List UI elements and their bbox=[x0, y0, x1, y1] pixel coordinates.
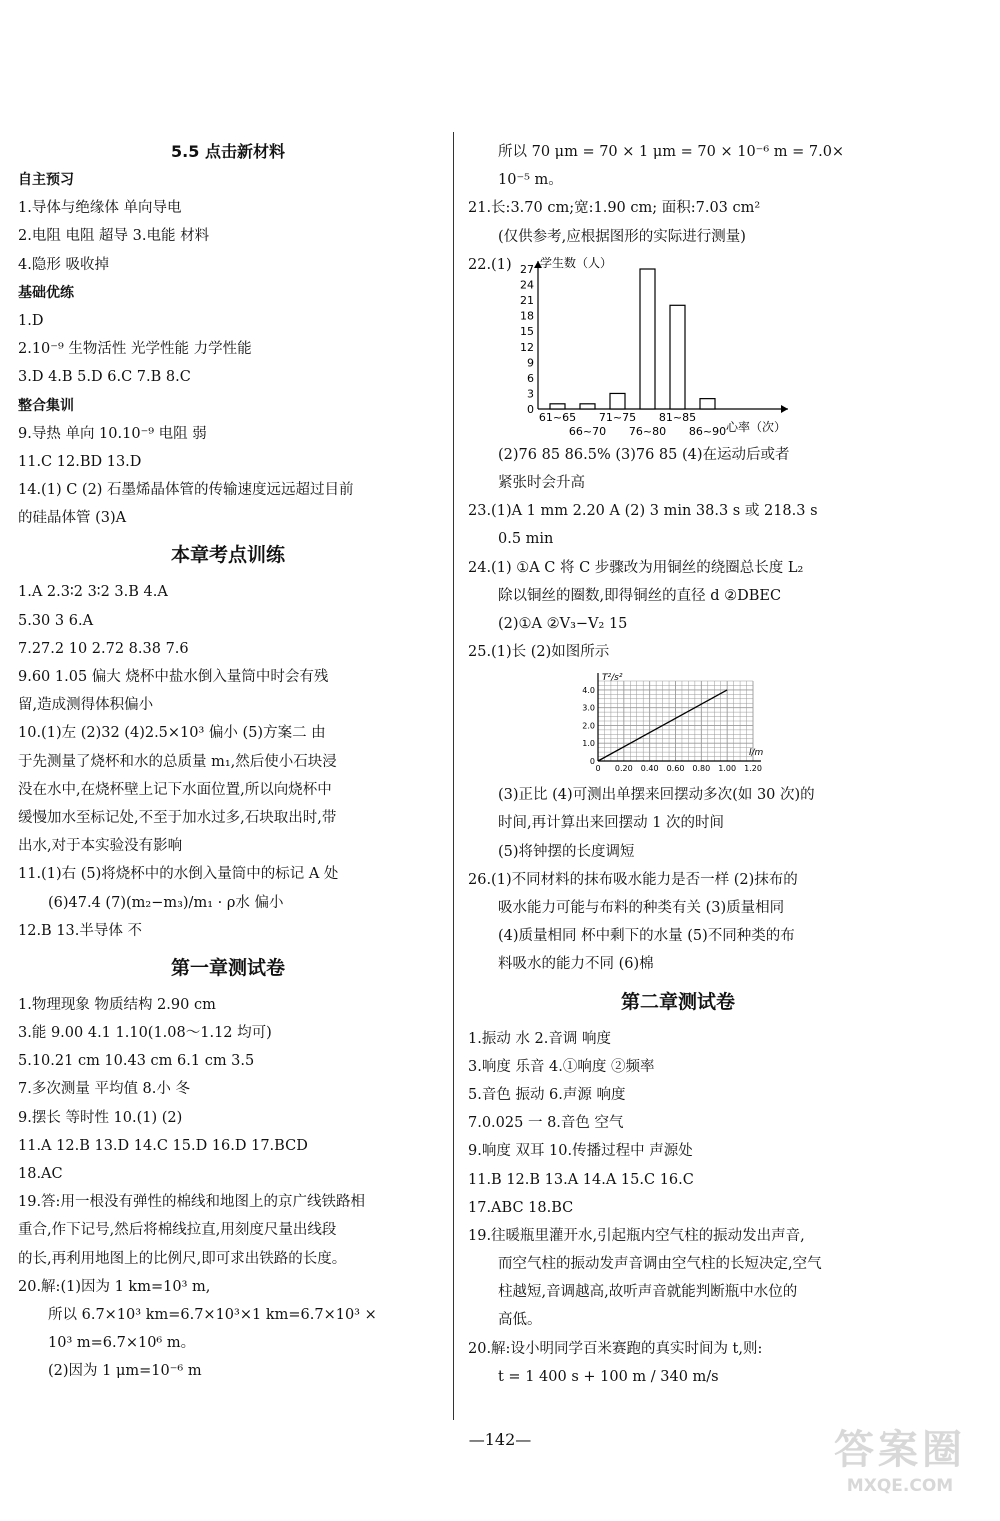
answer-line: 14.(1) C (2) 石墨烯晶体管的传输速度远远超过目前 bbox=[18, 482, 354, 499]
y-tick-label: 24 bbox=[520, 278, 534, 292]
answer-line: (2)因为 1 μm=10⁻⁶ m bbox=[48, 1363, 202, 1380]
x-tick-label: 76~80 bbox=[628, 424, 667, 438]
answer-line: 5.30 3 6.A bbox=[18, 612, 94, 629]
answer-line: 2.电阻 电阻 超导 3.电能 材料 bbox=[18, 228, 210, 245]
answer-line: (6)47.4 (7)(m₂−m₃)/m₁ · ρ水 偏小 bbox=[48, 894, 284, 911]
answer-line: 18.AC bbox=[18, 1166, 63, 1182]
subsection-heading: 整合集训 bbox=[18, 397, 74, 414]
y-tick-label: 15 bbox=[520, 324, 534, 338]
answer-line: 1.D bbox=[18, 312, 44, 329]
answer-line: 所以 70 μm = 70 × 1 μm = 70 × 10⁻⁶ m = 7.0× bbox=[498, 144, 845, 160]
bar bbox=[610, 393, 625, 409]
bar bbox=[550, 404, 565, 409]
answer-line: 7.0.025 一 8.音色 空气 bbox=[468, 1115, 624, 1132]
left-column bbox=[18, 138, 438, 1386]
x-axis-arrow bbox=[781, 405, 788, 413]
x-tick-label: 86~90 bbox=[688, 424, 727, 438]
answer-line: 20.解:(1)因为 1 km=10³ m, bbox=[18, 1278, 211, 1295]
answer-line: 3.D 4.B 5.D 6.C 7.B 8.C bbox=[18, 369, 191, 386]
x-tick-label: 0.60 bbox=[666, 764, 685, 774]
answer-line: 时间,再计算出来回摆动 1 次的时间 bbox=[498, 815, 725, 832]
x-tick-label: 1.00 bbox=[718, 764, 737, 774]
answer-line: 5.10.21 cm 10.43 cm 6.1 cm 3.5 bbox=[18, 1053, 255, 1070]
answer-line: 缓慢加水至标记处,不至于加水过多,石块取出时,带 bbox=[18, 809, 337, 826]
answer-line: 11.(1)右 (5)将烧杯中的水倒入量筒中的标记 A 处 bbox=[18, 866, 339, 883]
y-tick-label: 0 bbox=[527, 402, 534, 416]
x-tick-label: 71~75 bbox=[598, 410, 637, 424]
watermark-logo bbox=[815, 1425, 985, 1497]
section-heading: 第二章测试卷 bbox=[620, 990, 735, 1013]
x-tick-label: 66~70 bbox=[568, 424, 607, 438]
watermark-title: 答案圈 bbox=[834, 1427, 966, 1473]
bar bbox=[700, 398, 715, 408]
answer-line: (仅供参考,应根据图形的实际进行测量) bbox=[498, 228, 746, 245]
answer-line: 的长,再利用地图上的比例尺,即可求出铁路的长度。 bbox=[18, 1250, 347, 1267]
answer-line: 柱越短,音调越高,故听声音就能判断瓶中水位的 bbox=[498, 1284, 798, 1301]
bar bbox=[580, 404, 595, 409]
answer-line: 11.C 12.BD 13.D bbox=[18, 453, 142, 470]
right-column bbox=[468, 138, 888, 1391]
answer-line: 出水,对于本实验没有影响 bbox=[18, 838, 183, 855]
answer-line: 1.导体与绝缘体 单向导电 bbox=[18, 200, 182, 217]
answer-line: 高低。 bbox=[498, 1312, 542, 1329]
answer-line: 19.往暖瓶里灌开水,引起瓶内空气柱的振动发出声音, bbox=[468, 1227, 805, 1244]
answer-line: 2.10⁻⁹ 生物活性 光学性能 力学性能 bbox=[18, 341, 252, 358]
answer-line: 11.A 12.B 13.D 14.C 15.D 16.D 17.BCD bbox=[18, 1137, 308, 1154]
bar bbox=[670, 305, 685, 409]
x-tick-label: 1.20 bbox=[744, 764, 762, 774]
q25-chart-block bbox=[468, 666, 888, 781]
answer-line: 0.5 min bbox=[498, 531, 554, 548]
answer-line: 9.摆长 等时性 10.(1) (2) bbox=[18, 1109, 183, 1126]
answer-line: 而空气柱的振动发声音调由空气柱的长短决定,空气 bbox=[498, 1256, 822, 1273]
y-axis-label: T²/s² bbox=[602, 673, 623, 684]
y-tick-label: 9 bbox=[527, 356, 534, 370]
answer-line: (3)正比 (4)可测出单摆来回摆动多次(如 30 次)的 bbox=[498, 787, 815, 804]
answer-line: 10³ m=6.7×10⁶ m。 bbox=[48, 1335, 196, 1352]
answer-line: (2)①A ②V₃−V₂ 15 bbox=[498, 615, 628, 632]
x-tick-label: 0 bbox=[595, 764, 601, 774]
section-heading: 本章考点训练 bbox=[170, 544, 285, 567]
answer-line: 于先测量了烧杯和水的总质量 m₁,然后使小石块浸 bbox=[18, 753, 337, 770]
x-tick-label: 81~85 bbox=[658, 410, 697, 424]
answer-line: 21.长:3.70 cm;宽:1.90 cm; 面积:7.03 cm² bbox=[468, 200, 761, 217]
answer-line: 11.B 12.B 13.A 14.A 15.C 16.C bbox=[468, 1171, 694, 1188]
y-tick-label: 1.0 bbox=[582, 739, 595, 749]
answer-line: 4.隐形 吸收掉 bbox=[18, 256, 109, 273]
q22-chart-block bbox=[468, 251, 888, 441]
answer-line: 吸水能力可能与布料的种类有关 (3)质量相同 bbox=[498, 900, 785, 916]
answer-line: 3.响度 乐音 4.①响度 ②频率 bbox=[468, 1058, 655, 1075]
answer-line: 26.(1)不同材料的抹布吸水能力是否一样 (2)抹布的 bbox=[468, 871, 798, 888]
y-tick-label: 27 bbox=[520, 262, 534, 276]
answer-line: (5)将钟摆的长度调短 bbox=[498, 843, 635, 860]
answer-line: (2)76 85 86.5% (3)76 85 (4)在运动后或者 bbox=[498, 446, 790, 463]
y-tick-label: 3 bbox=[527, 387, 534, 401]
x-tick-label: 61~65 bbox=[538, 410, 577, 424]
page-number: —142— bbox=[468, 1430, 532, 1449]
x-tick-label: 0.20 bbox=[614, 764, 633, 774]
answer-line: 的硅晶体管 (3)A bbox=[18, 510, 127, 527]
section-heading: 5.5 点击新材料 bbox=[171, 142, 285, 161]
y-tick-label: 2.0 bbox=[582, 721, 595, 731]
x-axis-label: l/m bbox=[749, 748, 764, 759]
x-tick-label: 0.80 bbox=[692, 764, 711, 774]
subsection-heading: 自主预习 bbox=[18, 172, 74, 188]
answer-line: 除以铜丝的圈数,即得铜丝的直径 d ②DBEC bbox=[498, 587, 782, 604]
y-tick-label: 12 bbox=[520, 340, 534, 354]
answer-line: 1.A 2.3∶2 3∶2 3.B 4.A bbox=[18, 584, 168, 601]
right-bottom-block bbox=[468, 781, 888, 1391]
subsection-heading: 基础优练 bbox=[18, 284, 74, 301]
answer-line: 19.答:用一根没有弹性的棉线和地图上的京广线铁路相 bbox=[18, 1194, 365, 1211]
right-top-block bbox=[468, 138, 888, 251]
right-middle-block bbox=[468, 441, 888, 667]
answer-line: (4)质量相同 杯中剩下的水量 (5)不同种类的布 bbox=[498, 928, 795, 945]
answer-line: 25.(1)长 (2)如图所示 bbox=[468, 644, 610, 661]
answer-line: 5.音色 振动 6.声源 响度 bbox=[468, 1086, 626, 1103]
answer-line: 7.多次测量 平均值 8.小 冬 bbox=[18, 1081, 190, 1098]
answer-line: 10.(1)左 (2)32 (4)2.5×10³ 偏小 (5)方案二 由 bbox=[18, 725, 326, 742]
answer-line: 9.导热 单向 10.10⁻⁹ 电阻 弱 bbox=[18, 425, 207, 442]
bar bbox=[640, 269, 655, 409]
answer-line: 9.响度 双耳 10.传播过程中 声源处 bbox=[468, 1143, 693, 1160]
answer-line: 1.振动 水 2.音调 响度 bbox=[468, 1030, 611, 1047]
y-tick-label: 3.0 bbox=[582, 703, 595, 713]
answer-line: 10⁻⁵ m。 bbox=[498, 172, 563, 189]
answer-line: 17.ABC 18.BC bbox=[468, 1199, 574, 1216]
answer-line: 重合,作下记号,然后将棉线拉直,用刻度尺量出线段 bbox=[18, 1222, 337, 1239]
pendulum-line-chart bbox=[468, 666, 878, 781]
answer-line: 紧张时会升高 bbox=[498, 474, 585, 491]
q22-label: 22.(1) bbox=[468, 256, 512, 273]
answer-line: 20.解:设小明同学百米赛跑的真实时间为 t,则: bbox=[468, 1340, 763, 1357]
section-heading: 第一章测试卷 bbox=[170, 956, 285, 979]
answer-line: 留,造成测得体积偏小 bbox=[18, 697, 154, 714]
answer-line: 12.B 13.半导体 不 bbox=[18, 922, 142, 939]
answer-line: 所以 6.7×10³ km=6.7×10³×1 km=6.7×10³ × bbox=[48, 1306, 377, 1323]
y-tick-label: 4.0 bbox=[582, 686, 595, 696]
watermark-url: MXQE.COM bbox=[846, 1476, 954, 1496]
y-tick-label: 6 bbox=[527, 371, 534, 385]
answer-line: 1.物理现象 物质结构 2.90 cm bbox=[18, 996, 216, 1013]
column-divider bbox=[453, 132, 454, 1420]
y-tick-label: 18 bbox=[520, 309, 534, 323]
answer-line: 3.能 9.00 4.1 1.10(1.08～1.12 均可) bbox=[18, 1025, 272, 1042]
answer-line: 料吸水的能力不同 (6)棉 bbox=[498, 956, 654, 973]
answer-line: t = 1 400 s + 100 m / 340 m/s bbox=[498, 1368, 719, 1385]
heart-rate-bar-chart bbox=[468, 251, 878, 441]
answer-line: 23.(1)A 1 mm 2.20 A (2) 3 min 38.3 s 或 218.3 s bbox=[468, 503, 818, 520]
answer-line: 24.(1) ①A C 将 C 步骤改为用铜丝的绕圈总长度 L₂ bbox=[468, 559, 804, 576]
x-axis-label: 心率（次） bbox=[726, 419, 787, 434]
y-tick-label: 21 bbox=[520, 293, 534, 307]
x-tick-label: 0.40 bbox=[640, 764, 659, 774]
answer-line: 没在水中,在烧杯壁上记下水面位置,所以向烧杯中 bbox=[18, 781, 332, 798]
y-tick-label: 0 bbox=[589, 757, 595, 767]
answer-line: 7.27.2 10 2.72 8.38 7.6 bbox=[18, 640, 189, 657]
y-axis-label: 学生数（人） bbox=[540, 255, 613, 270]
answer-line: 9.60 1.05 偏大 烧杯中盐水倒入量筒中时会有残 bbox=[18, 669, 329, 685]
